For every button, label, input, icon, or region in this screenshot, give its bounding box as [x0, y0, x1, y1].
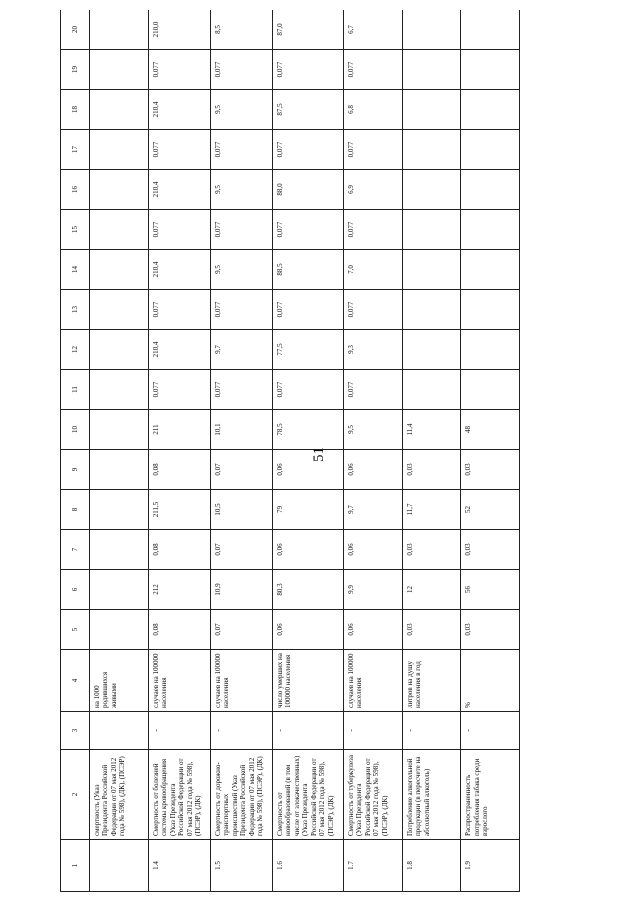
unit-cell: %: [461, 650, 520, 712]
table-row: [402, 10, 461, 892]
value-cell: 6,7: [343, 10, 402, 50]
value-cell: 12: [402, 570, 461, 610]
indicator-name-cell: смертность (Указ Президента Российской Федерации от 07 мая 2012 года № 598), (ДК), (ПСЭР): [89, 750, 148, 840]
value-cell: 0,03: [402, 610, 461, 650]
value-cell: 0,07: [210, 450, 272, 490]
value-cell: [89, 210, 148, 250]
value-cell: 79: [272, 490, 343, 530]
value-cell: [402, 10, 461, 50]
value-cell: [89, 450, 148, 490]
value-cell: [461, 90, 520, 130]
page-number: 51: [311, 447, 327, 462]
value-cell: [461, 130, 520, 170]
value-cell: [89, 490, 148, 530]
value-cell: 0,077: [272, 370, 343, 410]
value-cell: [461, 10, 520, 50]
header-cell: 19: [61, 50, 90, 90]
value-cell: 10,9: [210, 570, 272, 610]
value-cell: 48: [461, 410, 520, 450]
value-cell: 87,0: [272, 10, 343, 50]
table-row: [89, 10, 148, 892]
value-cell: 0,08: [148, 530, 210, 570]
value-cell: 9,3: [343, 330, 402, 370]
value-cell: 9,7: [343, 490, 402, 530]
value-cell: 210,4: [148, 90, 210, 130]
header-cell: 1: [61, 840, 90, 892]
value-cell: 0,077: [343, 290, 402, 330]
value-cell: 211,5: [148, 490, 210, 530]
value-cell: 9,5: [210, 250, 272, 290]
value-cell: [402, 90, 461, 130]
value-cell: 0,077: [210, 210, 272, 250]
value-cell: [89, 90, 148, 130]
header-cell: 3: [61, 712, 90, 750]
row-number-cell: 1.8: [402, 840, 461, 892]
row-number-cell: 1.9: [461, 840, 520, 892]
value-cell: [402, 250, 461, 290]
value-cell: 80,3: [272, 570, 343, 610]
indicator-name-cell: Смертность от болезней системы кровообращения (Указ Президента Российской Федерации от 07 мая 2012 года № 598), (ПСЭР), (ДК): [148, 750, 210, 840]
value-cell: [89, 712, 148, 750]
header-cell: 7: [61, 530, 90, 570]
indicator-name-cell: Смертность от дорожно-транспортных происшествий (Указ Президента Российской Федерации от 07 мая 2012 года № 598), (ПСЭР), (ДК): [210, 750, 272, 840]
value-cell: 9,5: [210, 90, 272, 130]
value-cell: -: [148, 712, 210, 750]
value-cell: [89, 10, 148, 50]
table-row: [210, 10, 272, 892]
value-cell: 0,077: [343, 130, 402, 170]
value-cell: 0,03: [461, 530, 520, 570]
table-row: [461, 10, 520, 892]
row-number-cell: 1.6: [272, 840, 343, 892]
value-cell: 210,0: [148, 10, 210, 50]
value-cell: 0,06: [272, 530, 343, 570]
value-cell: 210,4: [148, 250, 210, 290]
value-cell: 0,06: [272, 610, 343, 650]
value-cell: 0,06: [343, 450, 402, 490]
value-cell: [461, 170, 520, 210]
value-cell: 0,08: [148, 610, 210, 650]
value-cell: 0,07: [210, 530, 272, 570]
header-cell: 16: [61, 170, 90, 210]
header-cell: 2: [61, 750, 90, 840]
value-cell: [402, 210, 461, 250]
value-cell: [402, 330, 461, 370]
header-cell: 10: [61, 410, 90, 450]
value-cell: 0,077: [272, 50, 343, 90]
value-cell: 0,077: [272, 130, 343, 170]
unit-cell: литров на душу населения в год: [402, 650, 461, 712]
value-cell: 7,0: [343, 250, 402, 290]
value-cell: 0,08: [148, 450, 210, 490]
value-cell: 0,06: [272, 450, 343, 490]
value-cell: [89, 290, 148, 330]
value-cell: 87,5: [272, 90, 343, 130]
unit-cell: случаев на 100000 населения: [148, 650, 210, 712]
value-cell: [89, 530, 148, 570]
row-number-cell: [89, 840, 148, 892]
table-row: [148, 10, 210, 892]
header-cell: 20: [61, 10, 90, 50]
value-cell: 0,07: [210, 610, 272, 650]
value-cell: 211: [148, 410, 210, 450]
value-cell: [461, 290, 520, 330]
value-cell: 0,077: [148, 290, 210, 330]
value-cell: 0,077: [210, 370, 272, 410]
value-cell: 88,0: [272, 170, 343, 210]
header-cell: 11: [61, 370, 90, 410]
value-cell: 52: [461, 490, 520, 530]
value-cell: [89, 610, 148, 650]
value-cell: 9,7: [210, 330, 272, 370]
header-cell: 14: [61, 250, 90, 290]
value-cell: [89, 170, 148, 210]
value-cell: 0,077: [343, 50, 402, 90]
header-cell: 13: [61, 290, 90, 330]
header-cell: 5: [61, 610, 90, 650]
value-cell: 0,077: [210, 290, 272, 330]
value-cell: [402, 50, 461, 90]
value-cell: 212: [148, 570, 210, 610]
value-cell: 88,5: [272, 250, 343, 290]
value-cell: [461, 250, 520, 290]
value-cell: 10,1: [210, 410, 272, 450]
value-cell: 0,077: [148, 210, 210, 250]
value-cell: [461, 370, 520, 410]
value-cell: 9,5: [343, 410, 402, 450]
value-cell: [89, 370, 148, 410]
value-cell: [461, 50, 520, 90]
table-body: [61, 10, 520, 892]
value-cell: 0,077: [210, 50, 272, 90]
value-cell: 0,077: [272, 210, 343, 250]
header-cell: 4: [61, 650, 90, 712]
table-rotator: [60, 10, 520, 892]
value-cell: 0,03: [402, 450, 461, 490]
table-row: [343, 10, 402, 892]
value-cell: 0,077: [148, 130, 210, 170]
value-cell: [402, 170, 461, 210]
value-cell: 8,5: [210, 10, 272, 50]
value-cell: 0,077: [148, 370, 210, 410]
indicator-name-cell: Распространенность потребления табака среди взрослого: [461, 750, 520, 840]
value-cell: [461, 210, 520, 250]
value-cell: 78,5: [272, 410, 343, 450]
indicator-name-cell: Смертность от туберкулеза (Указ Президента Российской Федерации от 07 мая 2012 года № 598), (ПСЭР), (ДК): [343, 750, 402, 840]
header-cell: 12: [61, 330, 90, 370]
value-cell: 9,5: [210, 170, 272, 210]
value-cell: -: [461, 712, 520, 750]
value-cell: 0,077: [272, 290, 343, 330]
header-row: [61, 10, 90, 892]
unit-cell: случаев на 100000 населения: [343, 650, 402, 712]
value-cell: 6,9: [343, 170, 402, 210]
value-cell: 10,5: [210, 490, 272, 530]
header-cell: 8: [61, 490, 90, 530]
indicator-name-cell: Потребление алкогольной продукции (в пересчете на абсолютный алкоголь): [402, 750, 461, 840]
value-cell: 210,4: [148, 330, 210, 370]
row-number-cell: 1.5: [210, 840, 272, 892]
value-cell: 77,5: [272, 330, 343, 370]
value-cell: [89, 50, 148, 90]
value-cell: 11,7: [402, 490, 461, 530]
value-cell: [402, 130, 461, 170]
value-cell: [402, 290, 461, 330]
value-cell: 6,8: [343, 90, 402, 130]
value-cell: -: [210, 712, 272, 750]
indicator-name-cell: Смертность от новообразований (в том числе от злокачественных) (Указ Президента Российской Федерации от 07 мая 2012 года № 598), (ПСЭР), (ДК): [272, 750, 343, 840]
rotated-table-frame: [60, 10, 520, 892]
header-cell: 6: [61, 570, 90, 610]
value-cell: 9,9: [343, 570, 402, 610]
value-cell: -: [402, 712, 461, 750]
header-cell: 18: [61, 90, 90, 130]
row-number-cell: 1.7: [343, 840, 402, 892]
value-cell: [89, 130, 148, 170]
unit-cell: на 1000 родившихся живыми: [89, 650, 148, 712]
value-cell: 0,03: [461, 450, 520, 490]
value-cell: 0,077: [210, 130, 272, 170]
value-cell: [89, 250, 148, 290]
value-cell: -: [343, 712, 402, 750]
table-row: [272, 10, 343, 892]
value-cell: 0,03: [461, 610, 520, 650]
value-cell: 210,4: [148, 170, 210, 210]
header-cell: 17: [61, 130, 90, 170]
value-cell: [89, 410, 148, 450]
value-cell: 0,077: [343, 210, 402, 250]
value-cell: 0,06: [343, 610, 402, 650]
value-cell: [461, 330, 520, 370]
value-cell: [402, 370, 461, 410]
unit-cell: случаев на 100000 населения: [210, 650, 272, 712]
value-cell: 0,077: [343, 370, 402, 410]
value-cell: [89, 330, 148, 370]
header-cell: 15: [61, 210, 90, 250]
row-number-cell: 1.4: [148, 840, 210, 892]
header-cell: 9: [61, 450, 90, 490]
value-cell: -: [272, 712, 343, 750]
unit-cell: число умерших на 100000 населения: [272, 650, 343, 712]
value-cell: 0,077: [148, 50, 210, 90]
indicator-table: [60, 10, 520, 892]
value-cell: [89, 570, 148, 610]
value-cell: 56: [461, 570, 520, 610]
value-cell: 0,03: [402, 530, 461, 570]
value-cell: 0,06: [343, 530, 402, 570]
value-cell: 11,4: [402, 410, 461, 450]
